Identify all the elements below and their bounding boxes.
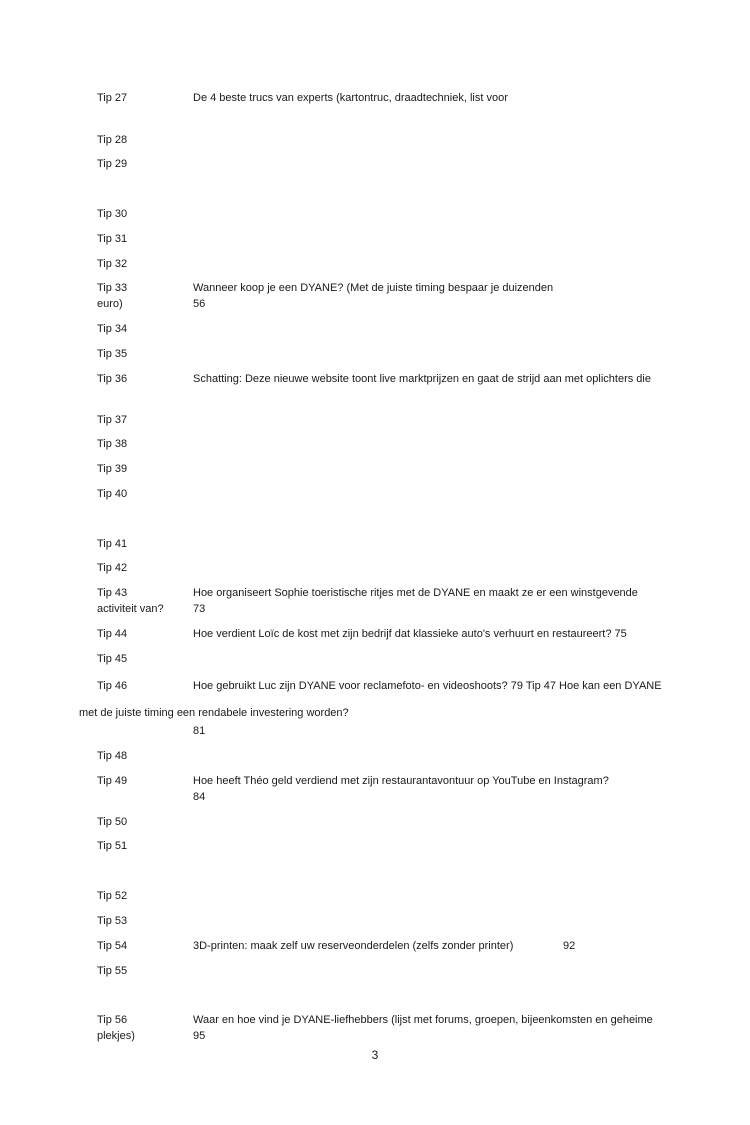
- page-ref: 92: [563, 940, 576, 952]
- tip-label: Tip 38: [97, 438, 128, 450]
- tip-label: Tip 28: [97, 134, 128, 146]
- tip-label: Tip 39: [97, 463, 128, 475]
- tip-label: Tip 46: [97, 680, 128, 692]
- entry-title: Hoe organiseert Sophie toeristische ritjes met de DYANE en maakt ze er een winstgevende: [193, 587, 638, 599]
- tip-label: Tip 42: [97, 562, 128, 574]
- tip-label: Tip 40: [97, 488, 128, 500]
- tip-label: Tip 56: [97, 1014, 128, 1026]
- tip-label: Tip 41: [97, 538, 128, 550]
- tip-label: Tip 49: [97, 775, 128, 787]
- tip-label: Tip 53: [97, 915, 128, 927]
- entry-title: 3D-printen: maak zelf uw reserveonderdelen (zelfs zonder printer): [193, 940, 514, 952]
- tip-label: Tip 34: [97, 323, 128, 335]
- tip-label: Tip 37: [97, 414, 128, 426]
- tip-label: Tip 36: [97, 373, 128, 385]
- entry-title: Hoe verdient Loïc de kost met zijn bedrijf dat klassieke auto's verhuurt en restaureert? 75: [193, 628, 627, 640]
- tip-label: Tip 51: [97, 840, 128, 852]
- entry-title: De 4 beste trucs van experts (kartontruc, draadtechniek, list voor: [193, 92, 508, 104]
- page-number: 3: [371, 1048, 379, 1062]
- tip-label: Tip 52: [97, 890, 128, 902]
- entry-title: Hoe gebruikt Luc zijn DYANE voor reclamefoto- en videoshoots? 79 Tip 47 Hoe kan een DYANE: [193, 680, 662, 692]
- page-ref: 84: [193, 791, 206, 803]
- entry-title: Schatting: Deze nieuwe website toont live marktprijzen en gaat de strijd aan met oplichters die: [193, 373, 651, 385]
- entry-title-cont: met de juiste timing een rendabele investering worden?: [79, 707, 349, 719]
- tip-label: Tip 55: [97, 965, 128, 977]
- tip-label: Tip 27: [97, 92, 128, 104]
- tip-label: Tip 43: [97, 587, 128, 599]
- page-ref: 81: [193, 725, 206, 737]
- tip-label: Tip 30: [97, 208, 128, 220]
- tip-label: Tip 54: [97, 940, 128, 952]
- entry-title: Hoe heeft Théo geld verdiend met zijn restaurantavontuur op YouTube en Instagram?: [193, 775, 609, 787]
- page-ref: 56: [193, 298, 206, 310]
- tip-label: Tip 29: [97, 158, 128, 170]
- entry-title: Waar en hoe vind je DYANE-liefhebbers (lijst met forums, groepen, bijeenkomsten en geheime: [193, 1014, 653, 1026]
- page-ref: 95: [193, 1030, 206, 1042]
- tip-label-cont: euro): [97, 298, 123, 310]
- tip-label: Tip 31: [97, 233, 128, 245]
- tip-label: Tip 48: [97, 750, 128, 762]
- tip-label: Tip 35: [97, 348, 128, 360]
- tip-label: Tip 32: [97, 258, 128, 270]
- tip-label-cont: plekjes): [97, 1030, 135, 1042]
- tip-label: Tip 45: [97, 653, 128, 665]
- tip-label: Tip 33: [97, 282, 128, 294]
- entry-title: Wanneer koop je een DYANE? (Met de juiste timing bespaar je duizenden: [193, 282, 554, 294]
- tip-label: Tip 44: [97, 628, 128, 640]
- tip-label-cont: activiteit van?: [97, 603, 164, 615]
- tip-label: Tip 50: [97, 816, 128, 828]
- page-ref: 73: [193, 603, 206, 615]
